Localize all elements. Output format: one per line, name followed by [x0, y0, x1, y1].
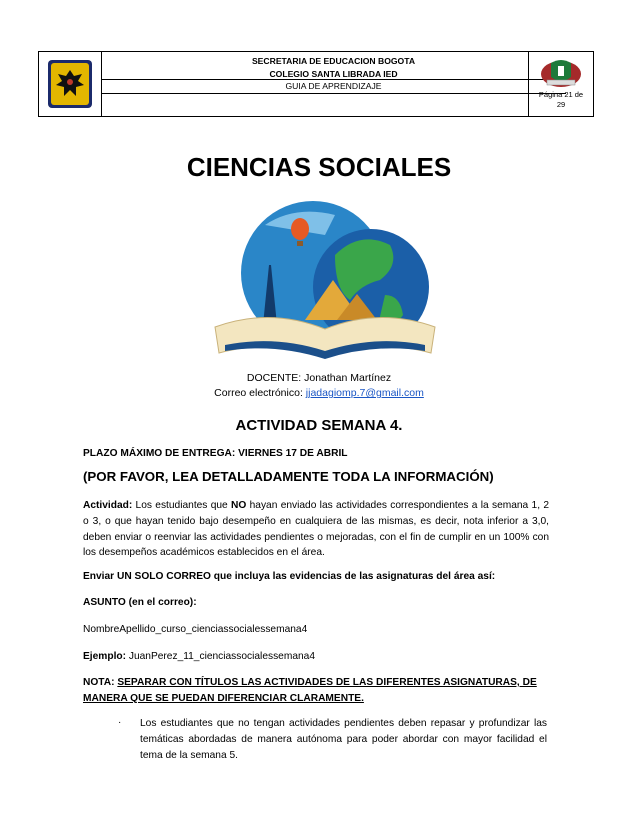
header-text-block: [101, 52, 566, 116]
page-number-label: Página 21 de: [538, 90, 584, 99]
example-line: [83, 649, 549, 665]
teacher-email-line: [0, 387, 638, 399]
bogota-coat-of-arms-logo: [39, 52, 102, 116]
activity-title: ACTIVIDAD SEMANA 4.: [235, 417, 403, 434]
example-label: Ejemplo:: [83, 651, 127, 662]
header-line-secretaria: SECRETARIA DE EDUCACION BOGOTA: [251, 56, 416, 66]
activity-label: Actividad:: [83, 500, 133, 511]
email-link[interactable]: jjadagiomp.7@gmail.com: [305, 387, 424, 399]
example-value: JuanPerez_11_cienciassocialessemana4: [126, 651, 315, 662]
deadline-text: PLAZO MÁXIMO DE ENTREGA: VIERNES 17 DE ABRIL: [83, 448, 348, 459]
header-right-cell: [528, 52, 593, 116]
note-label: NOTA:: [83, 677, 115, 688]
subject-format: NombreApellido_curso_cienciassocialessemana4: [83, 624, 308, 635]
books-globe-illustration: [205, 195, 443, 367]
activity-no: NO: [231, 500, 247, 511]
header-line-guia: GUIA DE APRENDIZAJE: [285, 81, 382, 91]
send-instruction: Enviar UN SOLO CORREO que incluya las evidencias de las asignaturas del área así:: [83, 571, 496, 582]
page-number-total: 29: [556, 100, 566, 109]
email-label: Correo electrónico:: [214, 387, 303, 399]
document-header: [38, 51, 594, 117]
page-number: [529, 90, 593, 110]
note-text: SEPARAR CON TÍTULOS LAS ACTIVIDADES DE LAS DIFERENTES ASIGNATURAS, DE MANERA QUE SE PUEDAN DIFERENCIAR CLARAMENTE.: [83, 677, 537, 704]
header-divider: [101, 79, 566, 80]
header-line-colegio: COLEGIO SANTA LIBRADA IED: [269, 69, 398, 79]
bullet-text: Los estudiantes que no tengan actividades pendientes deben repasar y profundizar las temáticas abordadas de manera autónoma para poder abordar con mayor facilidad el tema de la semana 5.: [140, 718, 547, 761]
note-paragraph: [83, 675, 549, 707]
activity-paragraph: [83, 498, 549, 561]
notice-text: (POR FAVOR, LEA DETALLADAMENTE TODA LA INFORMACIÓN): [83, 469, 494, 484]
activity-text-before: Los estudiantes que: [132, 500, 232, 511]
docente-label: DOCENTE:: [246, 372, 302, 384]
school-shield-logo: [529, 54, 593, 90]
header-divider: [101, 93, 566, 94]
subject-label: ASUNTO (en el correo):: [83, 597, 197, 608]
docente-name: Jonathan Martínez: [304, 372, 392, 384]
bullet-marker: ·: [118, 717, 122, 728]
activity-text-after: hayan enviado las actividades correspondientes a la semana 1, 2 o 3, o que hayan tenido bajo desempeño en cualquiera de las mismas, es decir, nota inferior a 3,0, deben enviar o reenviar las actividades pendientes o mejoradas, con el fin de cumplir en un 100% con los desempeños académicos establecidos en el área.: [83, 500, 550, 559]
page-title: CIENCIAS SOCIALES: [186, 152, 452, 182]
teacher-name-line: [0, 372, 638, 384]
